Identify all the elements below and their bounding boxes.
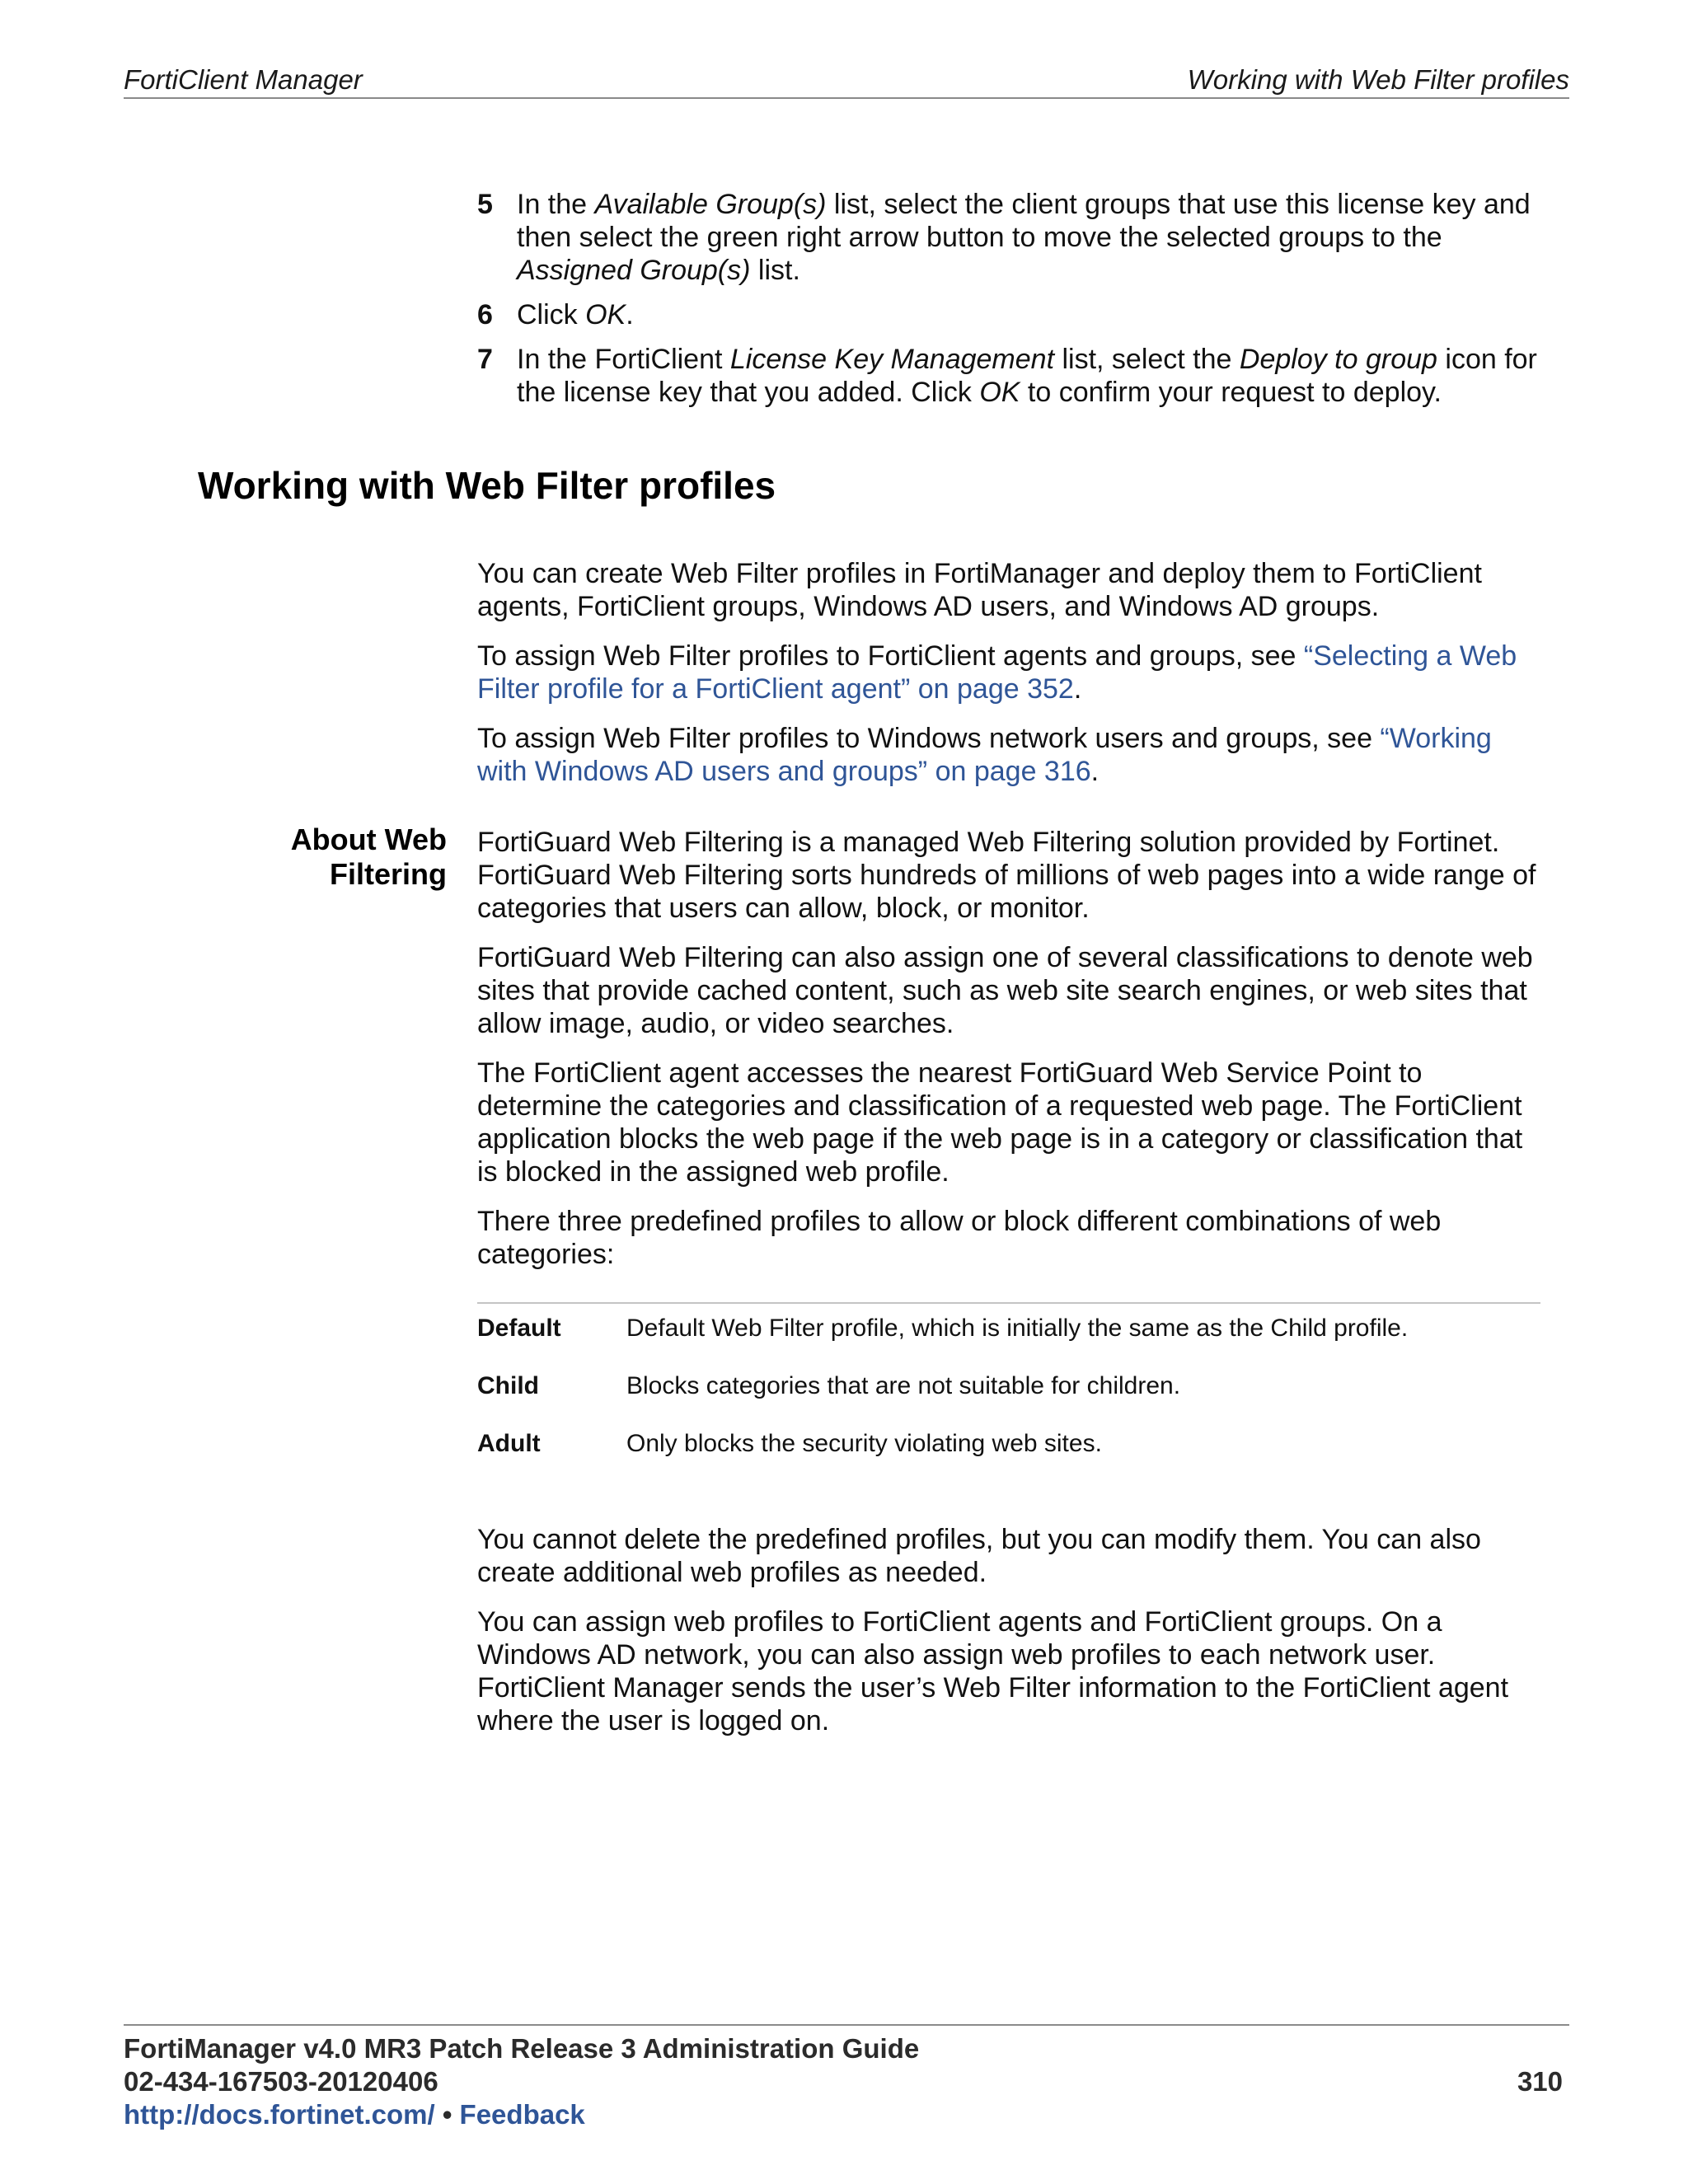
step-item <box>477 298 1540 331</box>
closing-body <box>477 1523 1540 1754</box>
step-text: list, select the <box>1054 344 1240 375</box>
intro-paragraph <box>477 640 1540 705</box>
step-ui-term: License Key Management <box>729 344 1055 375</box>
header-product-name: FortiClient Manager <box>124 64 363 95</box>
header-section-title: Working with Web Filter profiles <box>1187 64 1569 95</box>
table-row <box>477 1365 1540 1422</box>
side-heading-line: About Web <box>290 823 447 856</box>
footer-docs-link[interactable]: http://docs.fortinet.com/ <box>124 2099 435 2130</box>
step-text: Click <box>517 299 586 330</box>
step-text: In the FortiClient <box>517 344 730 375</box>
step-text: to confirm your request to deploy. <box>1020 377 1442 408</box>
page-number: 310 <box>1517 2066 1563 2097</box>
step-text: list. <box>750 255 800 286</box>
step-ui-term: Assigned Group(s) <box>517 255 751 286</box>
footer-feedback-link[interactable]: Feedback <box>459 2099 585 2130</box>
step-text: list, select the client groups that use this license key and then select the green right arrow button to move the selected groups to the <box>517 189 1531 253</box>
step-ui-term: Available Group(s) <box>594 189 827 220</box>
footer-links <box>124 2098 1569 2131</box>
profile-name: Default <box>477 1315 561 1342</box>
step-number: 7 <box>477 344 493 375</box>
body-paragraph: FortiGuard Web Filtering is a managed Web Filtering solution provided by Fortinet. FortiGuard Web Filtering sorts hundreds of millions of web pages into a wide range of categories that users can allow, block, or monitor. <box>477 827 1536 924</box>
profile-description: Only blocks the security violating web sites. <box>626 1430 1102 1457</box>
step-item <box>477 343 1540 409</box>
step-text: . <box>626 299 634 330</box>
step-ui-term: Deploy to group <box>1239 344 1437 375</box>
predefined-profiles-table <box>477 1302 1540 1480</box>
step-ui-term: OK <box>979 377 1020 408</box>
profile-name: Child <box>477 1372 539 1399</box>
body-paragraph: You cannot delete the predefined profiles, but you can modify them. You can also create additional web profiles as needed. <box>477 1524 1481 1588</box>
profile-description: Default Web Filter profile, which is initially the same as the Child profile. <box>626 1315 1409 1342</box>
body-paragraph: You can assign web profiles to FortiClient agents and FortiClient groups. On a Windows AD network, you can also assign web profiles to each network user. FortiClient Manager sends the user’s Web Filter information to the FortiClient agent where the user is logged on. <box>477 1606 1509 1736</box>
body-paragraph: There three predefined profiles to allow or block different combinations of web categories: <box>477 1206 1442 1270</box>
body-paragraph: The FortiClient agent accesses the nearest FortiGuard Web Service Point to determine the categories and classification of a requested web page. The FortiClient application blocks the web page if the web page is in a category or classification that is blocked in the assigned web profile. <box>477 1057 1523 1188</box>
body-paragraph: FortiGuard Web Filtering can also assign one of several classifications to denote web sites that provide cached content, such as web site search engines, or web sites that allow image, audio, or video searches. <box>477 942 1533 1039</box>
footer-guide-title: FortiManager v4.0 MR3 Patch Release 3 Administration Guide <box>124 2033 920 2064</box>
section-intro <box>477 557 1540 804</box>
step-text: icon for the license key that you added. Click <box>517 344 1537 408</box>
section-heading: Working with Web Filter profiles <box>198 464 776 507</box>
intro-text: To assign Web Filter profiles to Windows network users and groups, see <box>477 723 1381 754</box>
table-row <box>477 1422 1540 1480</box>
step-number: 5 <box>477 189 493 220</box>
intro-paragraph: You can create Web Filter profiles in FortiManager and deploy them to FortiClient agents, FortiClient groups, Windows AD users, and Windows AD groups. <box>477 558 1482 622</box>
side-heading-line: Filtering <box>330 857 447 891</box>
xref-link-web-filter-profile[interactable]: “Selecting a Web Filter profile for a FortiClient agent” on page 352 <box>477 640 1517 705</box>
intro-paragraph <box>477 722 1540 788</box>
intro-text: . <box>1090 756 1100 787</box>
footer-separator: • <box>434 2099 460 2130</box>
step-number: 6 <box>477 299 493 330</box>
side-heading-about-web-filtering <box>198 823 447 892</box>
intro-text: To assign Web Filter profiles to FortiClient agents and groups, see <box>477 640 1304 672</box>
xref-link-windows-ad-users[interactable]: “Working with Windows AD users and groups” on page 316 <box>477 723 1492 787</box>
about-web-filtering-body <box>477 826 1540 1287</box>
page-footer <box>124 2024 1569 2131</box>
profile-description: Blocks categories that are not suitable for children. <box>626 1372 1181 1399</box>
table-row <box>477 1304 1540 1365</box>
profile-name: Adult <box>477 1430 541 1457</box>
step-ui-term: OK <box>585 299 626 330</box>
procedure-steps <box>477 188 1540 420</box>
footer-document-id: 02-434-167503-20120406 <box>124 2066 438 2097</box>
intro-text: . <box>1073 673 1082 705</box>
step-item <box>477 188 1540 287</box>
page-header <box>124 59 1569 99</box>
step-text: In the <box>517 189 595 220</box>
